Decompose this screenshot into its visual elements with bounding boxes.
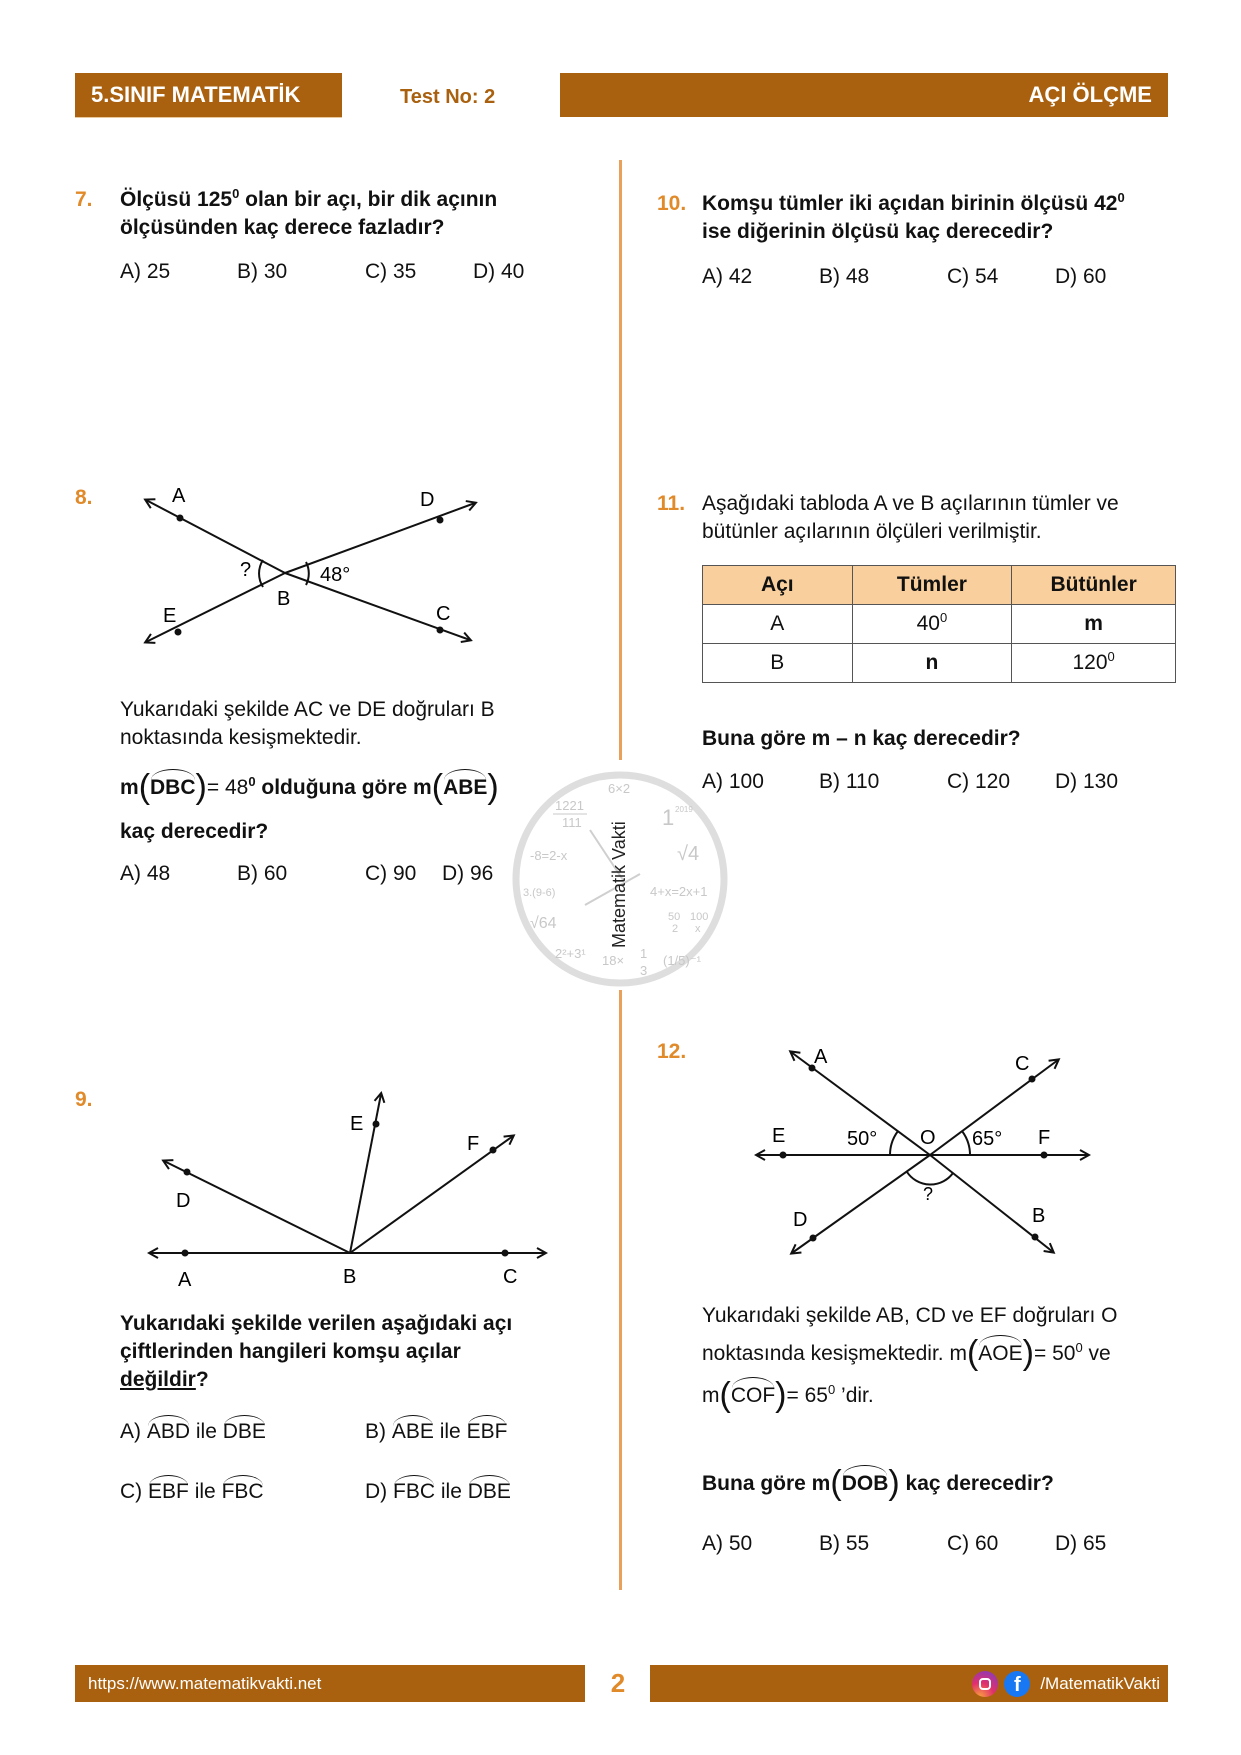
q9-option-c[interactable]: C) EBF ile FBC <box>120 1480 264 1503</box>
label-b: B <box>1032 1205 1046 1227</box>
label-a: A <box>178 1269 192 1291</box>
angle-known-label: 48° <box>320 564 351 586</box>
label-a: A <box>814 1046 828 1068</box>
label-c: C <box>1015 1053 1030 1075</box>
q9-option-d[interactable]: D) FBC ile DBE <box>365 1480 511 1503</box>
column-divider-top <box>619 160 622 760</box>
label-b: B <box>343 1266 357 1288</box>
point-d <box>437 517 444 524</box>
table-header: Bütünler <box>1012 566 1176 605</box>
angle-unknown-label: ? <box>923 1184 934 1204</box>
label-d: D <box>176 1190 191 1212</box>
table-row <box>703 644 1176 683</box>
q12-description: Yukarıdaki şekilde AB, CD ve EF doğruları O noktasında kesişmektedir. $m(AOE)= 50^0$ ve $m(COF)= 65^0$ ’dir. <box>702 1304 1118 1414</box>
table-cell: $40^0$ <box>852 605 1012 644</box>
q8-option-d[interactable]: D) 96 <box>442 862 494 885</box>
social-handle[interactable]: /MatematikVakti <box>1040 1673 1160 1693</box>
wm-formula: 3.(9-6) <box>523 887 556 899</box>
table-header-row <box>703 566 1176 605</box>
q7-option-a[interactable]: A) 25 <box>120 260 171 283</box>
angle-dob: DOB <box>842 1470 889 1498</box>
ray-bf <box>350 1136 513 1253</box>
q10-option-a[interactable]: A) 42 <box>702 265 753 288</box>
q7-question: Ölçüsü $125^0$ olan bir açı, bir dik açının ölçüsünden kaç derece fazladır? <box>120 186 498 239</box>
q7-option-d[interactable]: D) 40 <box>473 260 525 283</box>
angle-arc-aoe <box>890 1131 898 1155</box>
q8-option-c[interactable]: C) 90 <box>365 862 417 885</box>
label-e: E <box>163 605 177 627</box>
ray-bd <box>285 503 475 573</box>
ray-ba <box>146 500 285 573</box>
q9-option-b[interactable]: B) ABE ile EBF <box>365 1420 508 1443</box>
ray-bd <box>164 1161 350 1253</box>
wm-formula: 2 <box>672 923 679 935</box>
q11-option-a[interactable]: A) 100 <box>702 770 764 793</box>
q12-option-b[interactable]: B) 55 <box>819 1532 870 1555</box>
q8-question-end: kaç derecedir? <box>120 820 269 843</box>
q10-option-c[interactable]: C) 54 <box>947 265 999 288</box>
label-b: B <box>277 588 291 610</box>
facebook-icon[interactable]: f <box>1004 1671 1030 1697</box>
table-cell: n <box>852 644 1012 683</box>
point-b <box>1032 1234 1039 1241</box>
wm-formula: 6×2 <box>608 781 631 796</box>
q11-question: Buna göre m – n kaç derecedir? <box>702 727 1021 750</box>
table-cell: B <box>703 644 853 683</box>
footer-url[interactable]: https://www.matematikvakti.net <box>75 1665 585 1702</box>
q8-option-b[interactable]: B) 60 <box>237 862 288 885</box>
wm-formula: 100 <box>690 911 709 923</box>
wm-formula: 1 <box>662 805 675 830</box>
wm-formula: 1221 <box>555 798 584 813</box>
label-a: A <box>172 485 186 507</box>
point-c <box>1029 1076 1036 1083</box>
watermark-brand: Matematik Vakti <box>609 821 629 948</box>
point-e <box>373 1121 380 1128</box>
q8-options <box>120 862 600 890</box>
q7-options <box>120 260 600 288</box>
label-d: D <box>793 1209 808 1231</box>
angle-arc-abe <box>259 560 263 587</box>
topic-banner: AÇI ÖLÇME <box>560 73 1168 117</box>
angle-arc-cof <box>962 1131 970 1155</box>
q9-option-a[interactable]: A) ABD ile DBE <box>120 1420 266 1443</box>
label-c: C <box>503 1266 518 1288</box>
angle-aoe-label: 50° <box>847 1128 878 1150</box>
point-a <box>182 1250 189 1257</box>
angle-abe: ABE <box>443 774 487 802</box>
q10-number: 10. <box>657 192 687 215</box>
point-e <box>780 1152 787 1159</box>
q12-number: 12. <box>657 1040 687 1063</box>
q8-question: $m(DBC)= 48^0$ olduğuna göre m(ABE) <box>120 768 499 806</box>
q9-figure <box>140 1090 560 1300</box>
angle-cof: COF <box>731 1382 775 1410</box>
q10-question: Komşu tümler iki açıdan birinin ölçüsü $42^0$ ise diğerinin ölçüsü kaç derecedir? <box>702 190 1125 243</box>
q12-option-c[interactable]: C) 60 <box>947 1532 999 1555</box>
q11-option-c[interactable]: C) 120 <box>947 770 1011 793</box>
q11-option-b[interactable]: B) 110 <box>819 770 880 793</box>
table-header: Tümler <box>852 566 1012 605</box>
point-e <box>175 629 182 636</box>
q10-option-b[interactable]: B) 48 <box>819 265 870 288</box>
wm-formula: 2019 <box>675 805 693 814</box>
q9-number: 9. <box>75 1088 93 1111</box>
wm-formula: x <box>695 923 701 935</box>
wm-formula: 3 <box>640 963 648 978</box>
point-c <box>437 627 444 634</box>
label-f: F <box>1038 1127 1051 1149</box>
q7-number: 7. <box>75 188 93 211</box>
label-o: O <box>920 1127 936 1149</box>
q8-number: 8. <box>75 486 93 509</box>
label-d: D <box>420 489 435 511</box>
q12-figure <box>750 1040 1110 1260</box>
wm-formula: 1 <box>640 946 648 961</box>
q12-option-a[interactable]: A) 50 <box>702 1532 753 1555</box>
label-e: E <box>772 1125 786 1147</box>
column-divider-bottom <box>619 990 622 1590</box>
table-row <box>703 605 1176 644</box>
angle-dbc: DBC <box>150 774 196 802</box>
wm-formula: √4 <box>677 843 700 865</box>
table-cell: m <box>1012 605 1176 644</box>
wm-formula: (1/5)⁻¹ <box>663 953 701 968</box>
q11-options <box>702 770 1182 798</box>
wm-formula: 4+x=2x+1 <box>650 884 708 899</box>
social-links <box>972 1665 1160 1702</box>
angle-arc-dob <box>907 1172 953 1185</box>
table-cell: A <box>703 605 853 644</box>
q11-option-d[interactable]: D) 130 <box>1055 770 1119 793</box>
q7-option-c[interactable]: C) 35 <box>365 260 417 283</box>
wm-formula: 50 <box>668 911 681 923</box>
wm-formula: √64 <box>530 915 557 932</box>
q9-question: Yukarıdaki şekilde verilen aşağıdaki açı çiftlerinden hangileri komşu açılar değildir? <box>120 1312 513 1391</box>
q10-option-d[interactable]: D) 60 <box>1055 265 1107 288</box>
subject-banner: 5.SINIF MATEMATİK <box>75 73 342 117</box>
q8-figure <box>130 470 500 650</box>
instagram-icon[interactable] <box>972 1671 998 1697</box>
q12-options <box>702 1532 1182 1560</box>
q10-options <box>702 265 1182 293</box>
table-header: Açı <box>703 566 853 605</box>
page-number: 2 <box>586 1659 650 1708</box>
angle-unknown-label: ? <box>240 559 252 581</box>
label-f: F <box>467 1133 480 1155</box>
q12-question: Buna göre m(DOB) kaç derecedir? <box>702 1464 1054 1502</box>
label-c: C <box>436 603 451 625</box>
point-c <box>502 1250 509 1257</box>
label-e: E <box>350 1113 364 1135</box>
q7-option-b[interactable]: B) 30 <box>237 260 288 283</box>
q8-description: Yukarıdaki şekilde AC ve DE doğruları B noktasında kesişmektedir. <box>120 698 495 749</box>
footer-right-bar <box>650 1665 1168 1702</box>
wm-formula: 111 <box>562 815 582 830</box>
wm-formula: 2²+3¹ <box>555 946 586 961</box>
q8-option-a[interactable]: A) 48 <box>120 862 171 885</box>
test-number: Test No: 2 <box>400 86 496 108</box>
q11-number: 11. <box>657 492 686 515</box>
point-d <box>184 1169 191 1176</box>
wm-formula: -8=2-x <box>530 848 568 863</box>
angle-aoe: AOE <box>978 1340 1022 1368</box>
point-f <box>1041 1152 1048 1159</box>
point-f <box>490 1147 497 1154</box>
angle-cof-label: 65° <box>972 1128 1003 1150</box>
point-d <box>810 1235 817 1242</box>
point-a <box>177 515 184 522</box>
q9-options <box>120 1420 600 1510</box>
q11-description: Aşağıdaki tabloda A ve B açılarının tümler ve bütünler açılarının ölçüleri verilmiştir. <box>702 492 1119 543</box>
table-cell: $120^0$ <box>1012 644 1176 683</box>
q11-table <box>702 565 1176 683</box>
q12-option-d[interactable]: D) 65 <box>1055 1532 1107 1555</box>
wm-formula: 18× <box>602 953 625 968</box>
